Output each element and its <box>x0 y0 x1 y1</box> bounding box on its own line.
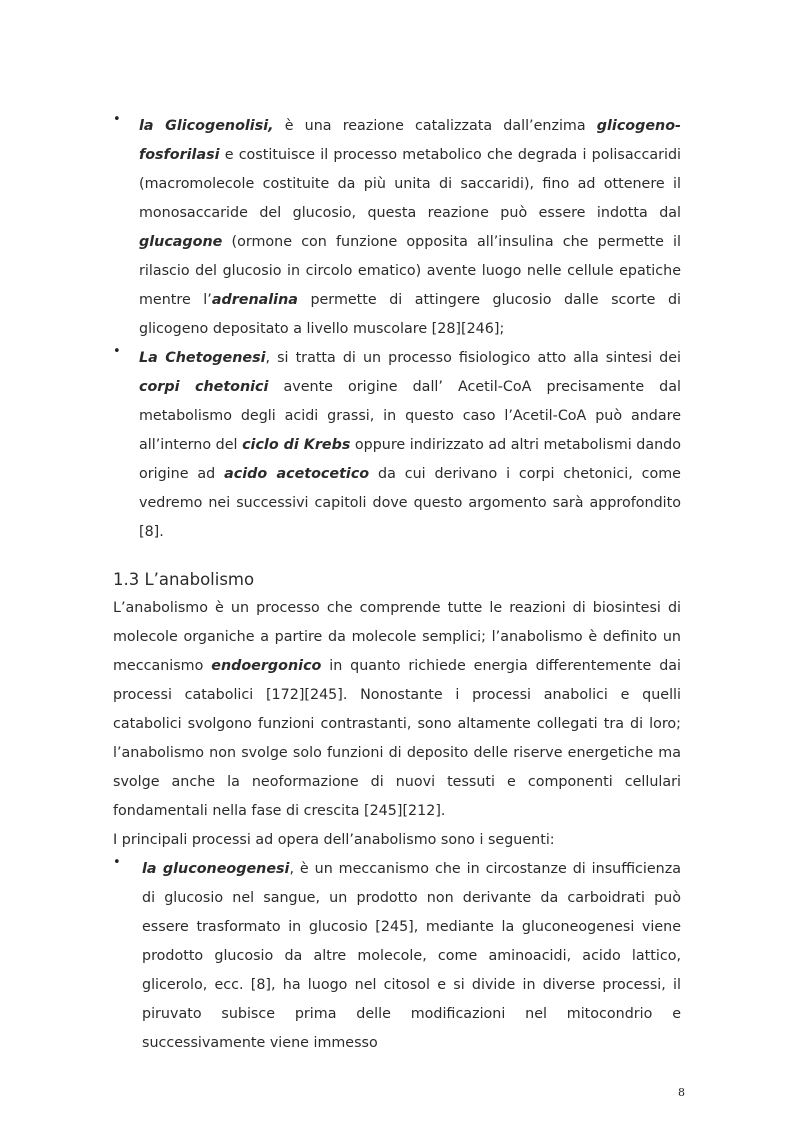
term-chetogenesi: La Chetogenesi <box>139 350 266 366</box>
term-gluconeogenesi: la gluconeogenesi <box>142 861 290 877</box>
text-run: è una reazione catalizzata dall’enzima <box>273 118 597 134</box>
text-run: , è un meccanismo che in circostanze di insufficienza di glucosio nel sangue, un prodotto non derivante da carboidrati può essere trasformato in glucosio [245], mediante la gluconeogenesi viene prodotto glucosio da altre molecole, come aminoacidi, acido lattico, glicerolo, ecc. [8], ha luogo nel citosol e si divide in diverse processi, il piruvato subisce prima delle modificazioni nel mitocondrio e successivamente viene immesso <box>142 861 681 1051</box>
term-endoergonico: endoergonico <box>211 658 322 674</box>
term-corpi-chetonici: corpi chetonici <box>139 379 269 395</box>
list-item-glicogenolisi <box>113 112 681 344</box>
term-glicogeno-fosforilasi: glicogeno-fosforilasi <box>139 118 681 163</box>
catabolism-process-list <box>113 112 681 547</box>
text-run: (ormone con funzione opposita all’insulina che permette il rilascio del glucosio in circolo ematico) avente luogo nelle cellule epatiche mentre l’ <box>139 234 681 308</box>
anabolism-paragraph <box>113 594 681 826</box>
list-item-gluconeogenesi <box>113 855 681 1058</box>
bullet-icon: • <box>113 855 121 870</box>
list-item-text <box>139 112 681 344</box>
term-adrenalina: adrenalina <box>211 292 298 308</box>
text-run: da cui derivano i corpi chetonici, come vedremo nei successivi capitoli dove questo argomento sarà approfondito [8]. <box>139 466 681 540</box>
term-glucagone: glucagone <box>139 234 223 250</box>
text-run: L’anabolismo è un processo che comprende tutte le reazioni di biosintesi di molecole organiche a partire da molecole semplici; l’anabolismo è definito un meccanismo <box>113 600 681 674</box>
text-run: e costituisce il processo metabolico che degrada i polisaccaridi (macromolecole costituite da più unita di saccaridi), fino ad ottenere il monosaccaride del glucosio, questa reazione può essere indotta dal <box>139 147 681 221</box>
bullet-icon: • <box>113 112 121 127</box>
list-item-text <box>139 344 681 547</box>
section-heading: 1.3 L’anabolismo <box>113 570 255 589</box>
text-run: permette di attingere glucosio dalle scorte di glicogeno depositato a livello muscolare [28][246]; <box>139 292 682 337</box>
list-item-text <box>142 855 681 1058</box>
bullet-icon: • <box>113 344 121 359</box>
term-ciclo-di-krebs: ciclo di Krebs <box>242 437 351 453</box>
term-glicogenolisi: la Glicogenolisi, <box>139 118 274 134</box>
text-run: , si tratta di un processo fisiologico atto alla sintesi dei <box>265 350 681 366</box>
page-content <box>113 112 681 1058</box>
text-run: avente origine dall’ Acetil-CoA precisamente dal metabolismo degli acidi grassi, in questo caso l’Acetil-CoA può andare all’interno del <box>139 379 681 453</box>
intro-sentence: I principali processi ad opera dell’anabolismo sono i seguenti: <box>113 832 555 848</box>
text-run: in quanto richiede energia differentemente dai processi catabolici [172][245]. Nonostante i processi anabolici e quelli catabolici svolgono funzioni contrastanti, sono altamente collegati tra di loro; l’anabolismo non svolge solo funzioni di deposito delle riserve energetiche ma svolge anche la neoformazione di nuovi tessuti e componenti cellulari fondamentali nella fase di crescita [245][212]. <box>113 658 682 819</box>
term-acido-acetocetico: acido acetocetico <box>224 466 370 482</box>
anabolism-process-list <box>113 855 681 1058</box>
page-number: 8 <box>678 1086 685 1099</box>
list-item-chetogenesi <box>113 344 681 547</box>
text-run: oppure indirizzato ad altri metabolismi dando origine ad <box>139 437 681 482</box>
